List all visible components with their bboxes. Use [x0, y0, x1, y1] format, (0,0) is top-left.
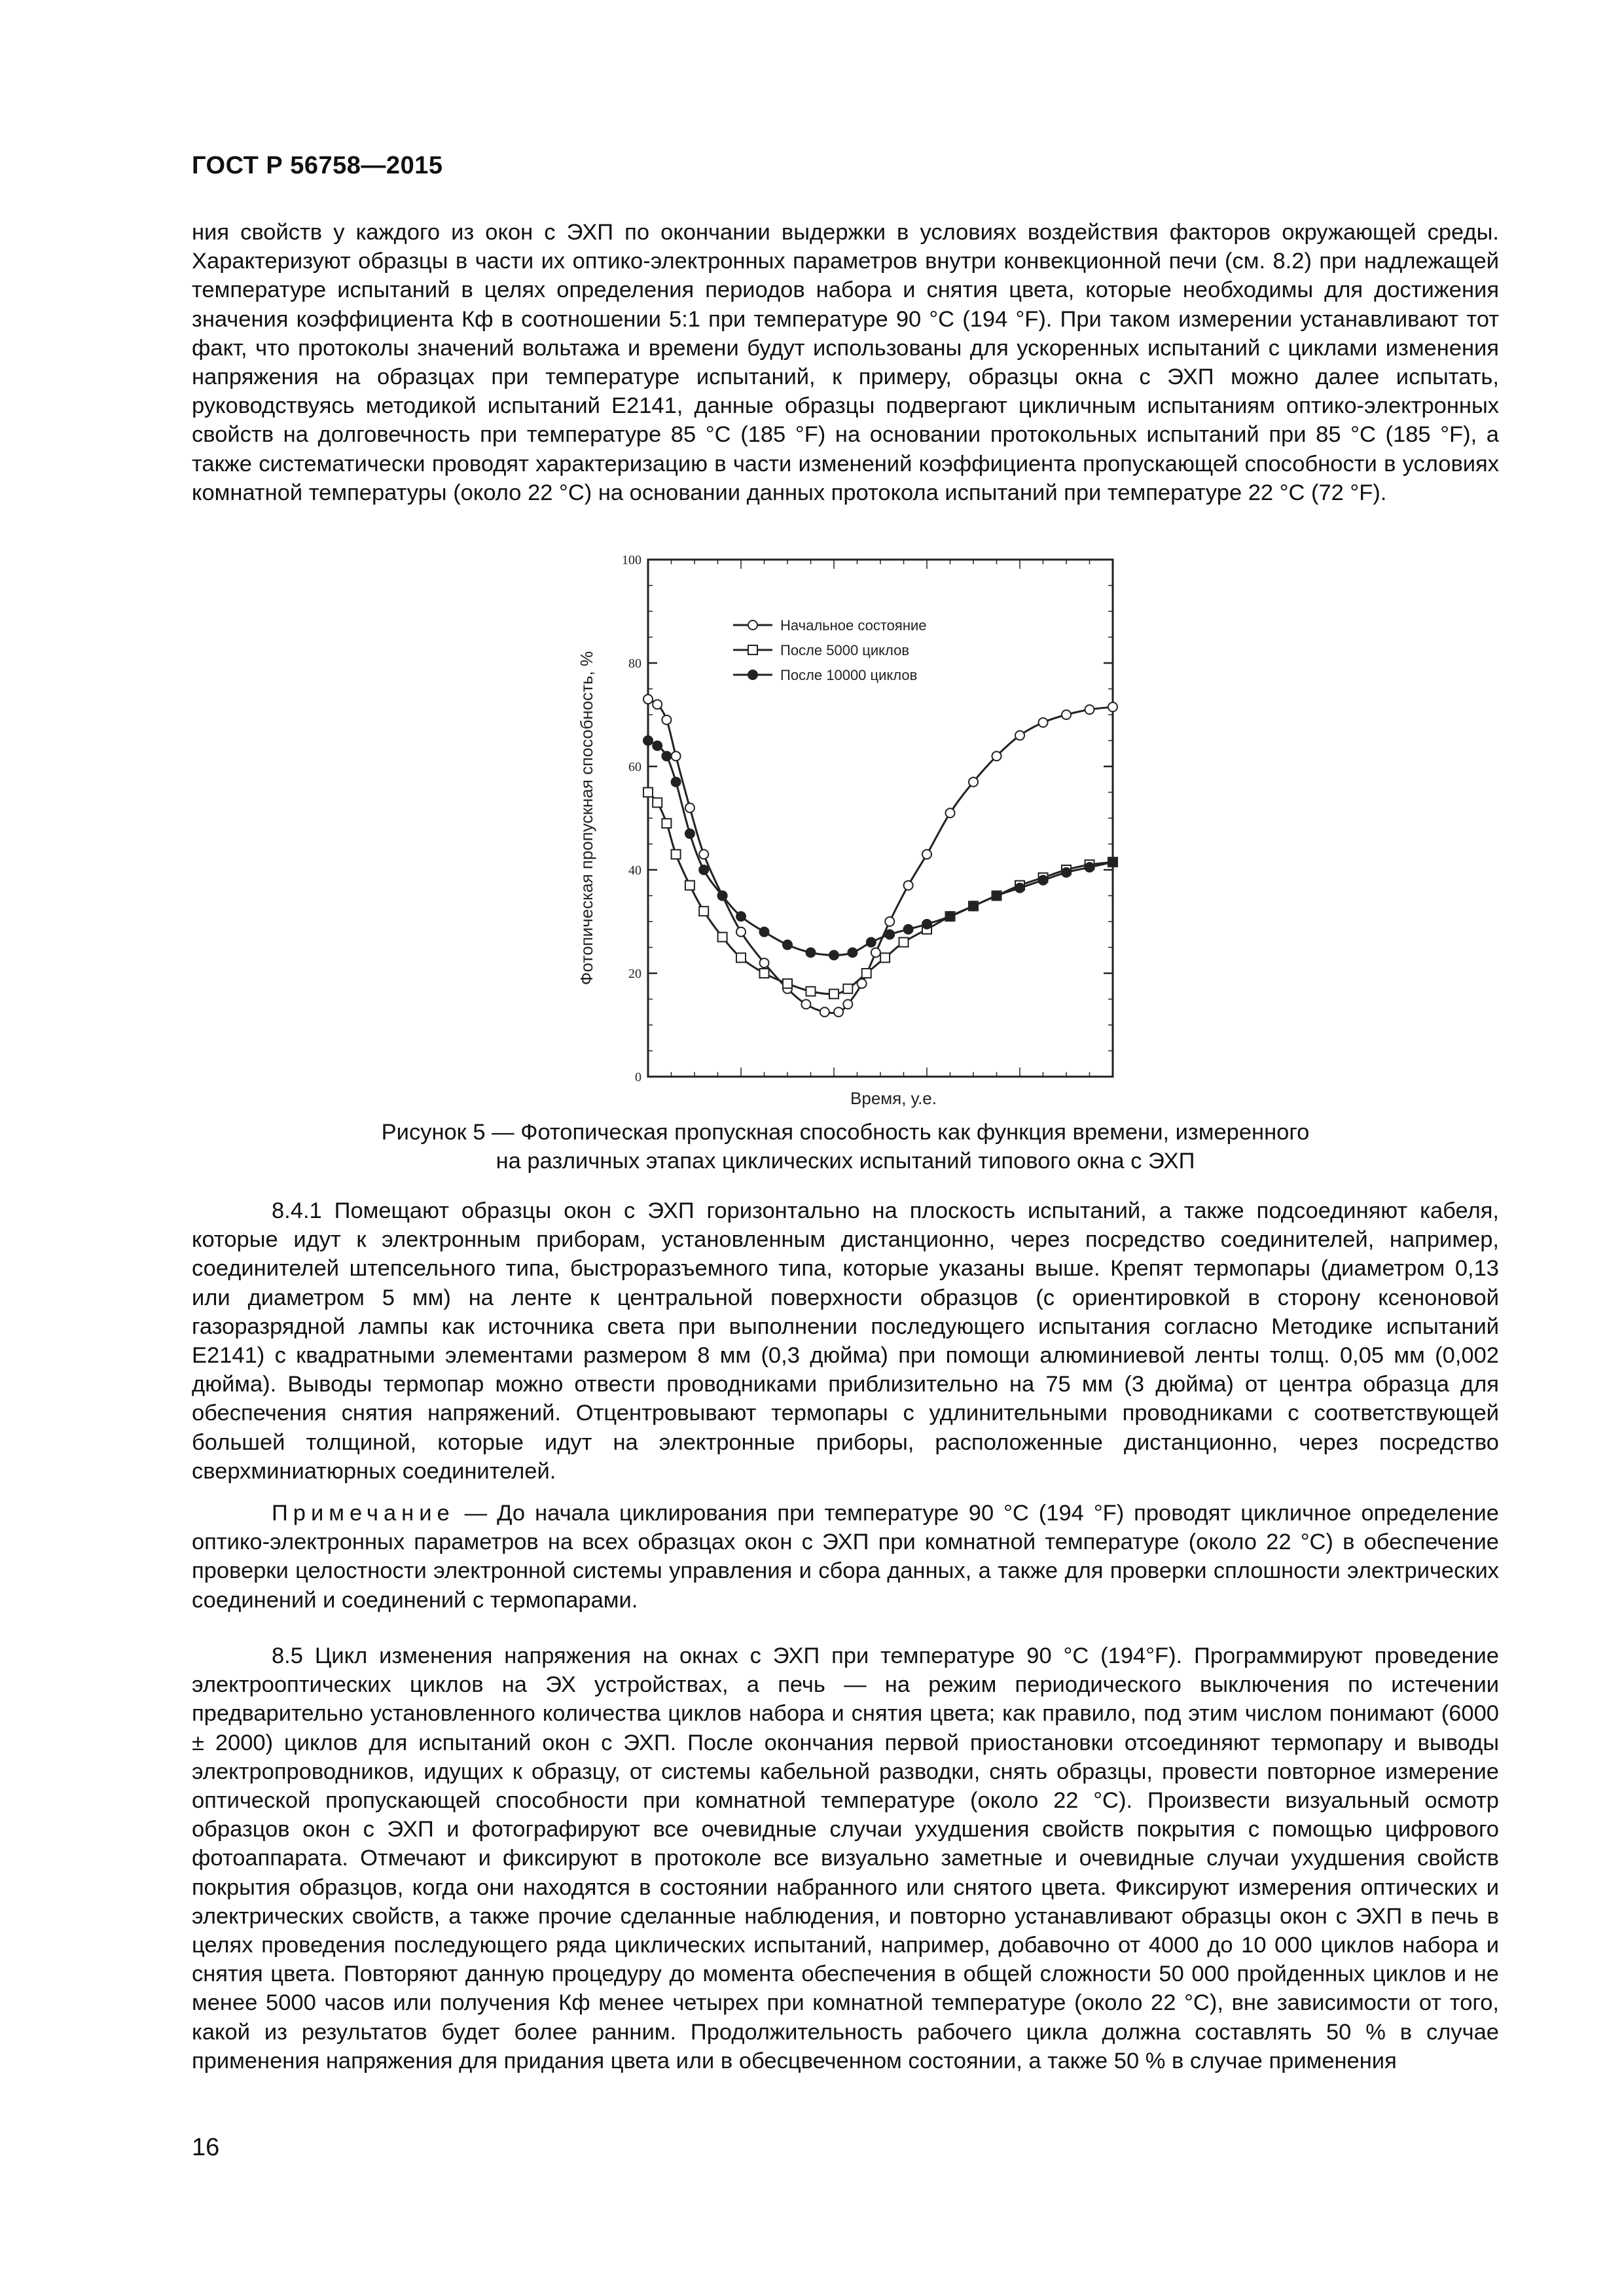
series-line-1 [648, 699, 1113, 1013]
series-3-point [904, 925, 913, 934]
series-3-point [969, 901, 978, 910]
page-number: 16 [192, 2134, 220, 2161]
series-1-point [699, 850, 708, 859]
series-3-point [1085, 863, 1094, 872]
paragraph-8-4-1: 8.4.1 Помещают образцы окон с ЭХП горизонтально на плоскость испытаний, а также подсоединяют кабеля, которые идут к электронным приборам, установленным дистанционно, через посредство соединителей, например, соединителей штепсельного типа, быстроразъемного типа, которые указаны выше. Крепят термопары (диаметром 0,13 или диаметром 5 мм) на ленте к центральной поверхности образцов (с ориентировкой в сторону ксеноновой газоразрядной лампы как источника света при выполнении последующего испытания согласно Методике испытаний Е2141) с квадратными элементами размером 8 мм (0,3 дюйма) при помощи алюминиевой ленты толщ. 0,05 мм (0,002 дюйма). Выводы термопар можно отвести проводниками приблизительно на 75 мм (3 дюйма) от центра образца для обеспечения снятия напряжений. Отцентровывают термопары с удлинительными проводниками с соответствующей большей толщиной, которые идут на электронные приборы, расположенные дистанционно, через посредство сверхминиатюрных соединителей. [192, 1198, 1499, 1484]
legend-label-1: Начальное состояние [780, 617, 927, 634]
series-1-point [685, 803, 695, 812]
series-2-point [699, 906, 708, 916]
y-axis-label: Фотопическая пропускная способность, % [577, 651, 596, 986]
series-3-point [829, 950, 839, 960]
series-2-point [672, 850, 681, 859]
series-1-point [904, 881, 913, 890]
series-1-point [1039, 718, 1048, 727]
series-3-point [992, 891, 1001, 901]
series-1-point [843, 999, 852, 1009]
series-1-point [1062, 710, 1071, 719]
series-2-point [829, 990, 839, 999]
series-3-point [1039, 876, 1048, 885]
series-2-point [643, 788, 653, 797]
series-1-point [672, 751, 681, 761]
figure-caption-line-1: Рисунок 5 — Фотопическая пропускная способность как функция времени, измеренного [381, 1120, 1310, 1145]
y-tick-label: 40 [628, 863, 641, 878]
legend-marker-2 [748, 645, 757, 655]
y-tick-label: 20 [628, 967, 641, 981]
series-2-point [880, 953, 890, 962]
series-1-point [992, 751, 1001, 761]
series-2-point [736, 953, 746, 962]
series-2-point [718, 933, 727, 942]
series-1-point [801, 999, 810, 1009]
figure-5-chart [563, 533, 1119, 1109]
note-paragraph [192, 1499, 1499, 1615]
series-2-point [843, 984, 852, 994]
series-1-point [1015, 731, 1024, 740]
legend-marker-3 [748, 670, 757, 679]
series-3-point [699, 865, 708, 874]
series-3-point [867, 938, 876, 947]
figure-caption [192, 1118, 1499, 1175]
series-3-point [848, 948, 857, 957]
series-3-point [922, 920, 931, 929]
series-3-point [806, 948, 816, 957]
series-2-point [899, 938, 909, 947]
series-3-point [1108, 857, 1117, 867]
plot-frame [648, 560, 1113, 1077]
series-3-point [718, 891, 727, 901]
series-1-point [662, 715, 671, 725]
y-tick-label: 0 [635, 1070, 641, 1085]
series-3-point [1062, 868, 1071, 877]
y-tick-label: 100 [622, 553, 641, 567]
series-3-point [672, 778, 681, 787]
paragraph-continuation: ния свойств у каждого из окон с ЭХП по окончании выдержки в условиях воздействия факторов окружающей среды. Характеризуют образцы в части их оптико-электронных параметров внутри конвекционной печи (см. 8.2) при надлежащей температуре испытаний в целях определения периодов набора и снятия цвета, которые необходимы для достижения значения коэффициента Кф в соотношении 5:1 при температуре 90 °С (194 °F). При таком измерении устанавливают тот факт, что протоколы значений вольтажа и времени будут использованы для ускоренных испытаний с циклами изменения напряжения на образцах при температуре испытаний, к примеру, образцы окна с ЭХП можно далее испытать, руководствуясь методикой испытаний Е2141, данные образцы подвергают цикличным испытаниям оптико-электронных свойств на долговечность при температуре 85 °С (185 °F) на основании протокольных испытаний при 85 °С (185 °F), а также систематически проводят характеризацию в части изменений коэффициента пропускающей способности в условиях комнатной температуры (около 22 °С) на основании данных протокола испытаний при температуре 22 °С (72 °F). [192, 220, 1499, 505]
series-1-point [643, 694, 653, 704]
series-2-point [653, 798, 662, 807]
series-3-point [885, 930, 894, 939]
series-3-point [685, 829, 695, 838]
series-3-point [946, 912, 955, 921]
note-label: Примечание [272, 1501, 455, 1526]
paragraph-8-5: 8.5 Цикл изменения напряжения на окнах с ЭХП при температуре 90 °С (194°F). Программируют проведение электрооптических циклов на ЭХ устройствах, а печь — на режим периодического выключения по истечении предварительно установленного количества циклов набора и снятия цвета; как правило, под этим числом понимают (6000 ± 2000) циклов для испытаний окон с ЭХП. После окончания первой приостановки отсоединяют термопару и выводы электропроводников, идущих к образцу, от системы кабельной разводки, снять образцы, провести повторное измерение оптической пропускающей способности при комнатной температуре (около 22 °С). Произвести визуальный осмотр образцов окон с ЭХП и фотографируют все очевидные случаи ухудшения свойств покрытия с помощью цифрового фотоаппарата. Отмечают и фиксируют в протоколе все визуально заметные и очевидные случаи ухудшения свойств покрытия образцов, когда они находятся в состоянии набранного или снятого цвета. Фиксируют измерения оптических и электрических свойств, а также прочие сделанные наблюдения, и повторно устанавливают образцы окон с ЭХП в печь в целях проведения последующего ряда циклических испытаний, например, добавочно от 4000 до 10 000 циклов набора и снятия цвета. Повторяют данную процедуру до момента обеспечения в общей сложности 50 000 пройденных циклов и не менее 5000 часов или получения Кф менее четырех при комнатной температуре (около 22 °С), вне зависимости от того, какой из результатов будет более ранним. Продолжительность рабочего цикла должна составлять 50 % в случае применения напряжения для придания цвета или в обесцвеченном состоянии, а также 50 % в случае применения [192, 1643, 1499, 2073]
series-1-point [834, 1007, 843, 1016]
series-1-point [653, 700, 662, 709]
legend-label-2: После 5000 циклов [780, 642, 910, 658]
figure-caption-line-2: на различных этапах циклических испытаний типового окна с ЭХП [496, 1149, 1195, 1174]
series-2-point [806, 987, 816, 996]
series-2-point [862, 969, 871, 978]
series-2-point [760, 969, 769, 978]
series-3-point [662, 751, 671, 761]
series-3-point [736, 912, 746, 921]
series-1-point [885, 917, 894, 926]
series-1-point [922, 850, 931, 859]
series-1-point [760, 958, 769, 967]
series-1-point [946, 808, 955, 817]
series-3-point [1015, 884, 1024, 893]
series-3-point [653, 741, 662, 750]
series-2-point [662, 819, 671, 828]
series-1-point [969, 778, 978, 787]
series-3-point [783, 941, 792, 950]
series-1-point [1085, 705, 1094, 714]
series-line-2 [648, 793, 1113, 994]
series-1-point [1108, 702, 1117, 711]
series-3-point [643, 736, 653, 745]
x-axis-label: Время, у.е. [850, 1088, 937, 1108]
series-1-point [820, 1007, 829, 1016]
note-text: — До начала циклирования при температуре 90 °С (194 °F) проводят цикличное определение оптико-электронных параметров на всех образцах окон с ЭХП при комнатной температуре (около 22 °С) в обеспечение проверки целостности электронной системы управления и сбора данных, а также для проверки сплошности электрических соединений и соединений с термопарами. [192, 1501, 1499, 1613]
y-tick-label: 60 [628, 760, 641, 774]
series-line-3 [648, 741, 1113, 956]
series-1-point [736, 927, 746, 937]
series-1-point [871, 948, 880, 957]
legend-marker-1 [748, 620, 757, 630]
series-2-point [783, 979, 792, 988]
document-header: ГОСТ Р 56758—2015 [192, 152, 443, 179]
series-2-point [685, 881, 695, 890]
y-tick-label: 80 [628, 656, 641, 671]
legend-label-3: После 10000 циклов [780, 667, 918, 683]
series-3-point [760, 927, 769, 937]
line-chart [563, 533, 1119, 1109]
